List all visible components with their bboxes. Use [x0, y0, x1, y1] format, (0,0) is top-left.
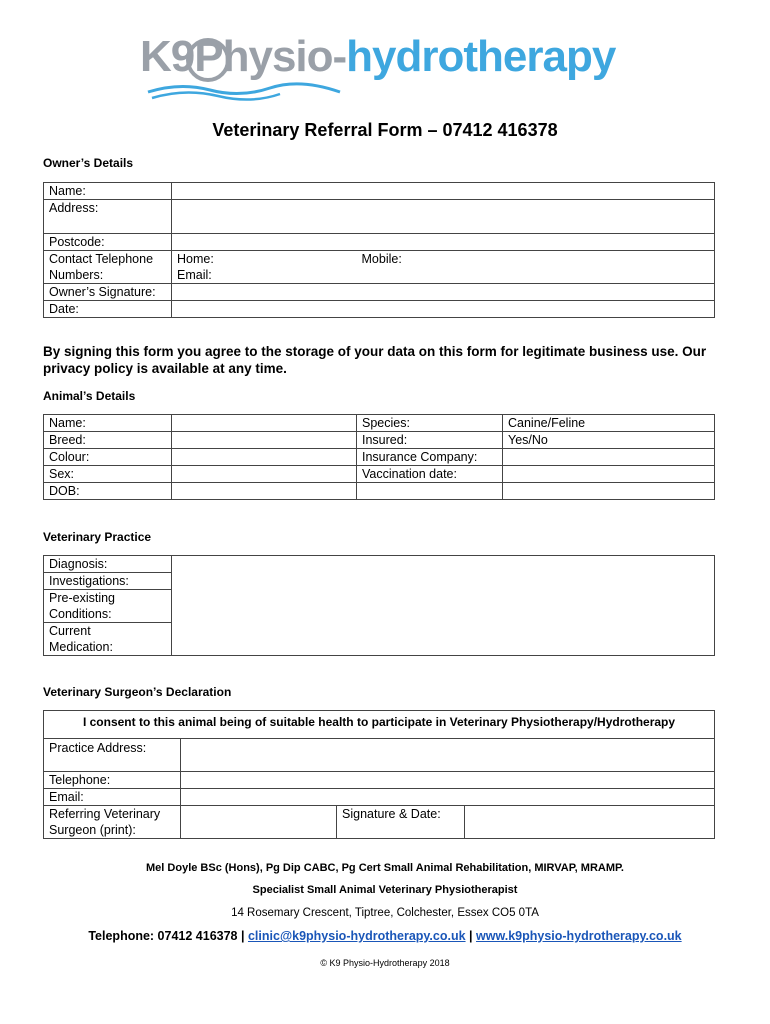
logo-physio: Physio-: [194, 32, 347, 81]
animal-vaccination-field[interactable]: [503, 466, 715, 483]
vet-preexisting-label: Pre-existing Conditions:: [44, 590, 172, 623]
vet-diagnosis-label: Diagnosis:: [44, 556, 172, 573]
owner-date-label: Date:: [44, 301, 172, 318]
logo: [140, 30, 630, 105]
owner-name-field[interactable]: [172, 183, 715, 200]
animal-insurance-label: Insurance Company:: [357, 449, 503, 466]
animal-breed-field[interactable]: [172, 432, 357, 449]
vet-medication-label: Current Medication:: [44, 623, 172, 656]
vet-investigations-label: Investigations:: [44, 573, 172, 590]
owner-heading: Owner’s Details: [43, 156, 134, 170]
logo-hydrotherapy: hydrotherapy: [346, 32, 616, 81]
declaration-consent: I consent to this animal being of suitable health to participate in Veterinary Physiotherapy/Hydrotherapy: [44, 711, 715, 739]
vet-heading: Veterinary Practice: [43, 530, 152, 544]
signature-date-label: Signature & Date:: [337, 806, 465, 839]
footer-copyright: © K9 Physio-Hydrotherapy 2018: [320, 958, 450, 968]
practice-address-field[interactable]: [181, 739, 715, 772]
vet-telephone-field[interactable]: [181, 772, 715, 789]
animal-dob-field[interactable]: [172, 483, 357, 500]
animal-insured-field[interactable]: Yes/No: [503, 432, 715, 449]
owner-postcode-field[interactable]: [172, 234, 715, 251]
animal-species-field[interactable]: Canine/Feline: [503, 415, 715, 432]
animal-sex-label: Sex:: [44, 466, 172, 483]
page-title: Veterinary Referral Form – 07412 416378: [212, 120, 558, 140]
animal-heading: Animal’s Details: [43, 389, 136, 403]
referring-surgeon-label: Referring Veterinary Surgeon (print):: [44, 806, 181, 839]
declaration-heading: Veterinary Surgeon’s Declaration: [43, 685, 232, 699]
footer-website-link[interactable]: www.k9physio-hydrotherapy.co.uk: [476, 929, 682, 943]
consent-notice: By signing this form you agree to the storage of your data on this form for legitimate business use. Our privacy policy is available at any time.: [43, 344, 707, 376]
owner-address-label: Address:: [44, 200, 172, 234]
vet-details-field[interactable]: [172, 556, 715, 656]
footer-email-link[interactable]: clinic@k9physio-hydrotherapy.co.uk: [247, 929, 466, 943]
footer-role: Specialist Small Animal Veterinary Physiotherapist: [252, 884, 518, 896]
owner-date-field[interactable]: [172, 301, 715, 318]
animal-colour-label: Colour:: [44, 449, 172, 466]
logo-k9: K9: [140, 32, 195, 81]
vet-email-field[interactable]: [181, 789, 715, 806]
animal-vaccination-label: Vaccination date:: [357, 466, 503, 483]
footer-credentials: Mel Doyle BSc (Hons), Pg Dip CABC, Pg Cert Small Animal Rehabilitation, MIRVAP, MRAMP.: [146, 862, 624, 874]
vet-telephone-label: Telephone:: [44, 772, 181, 789]
signature-date-field[interactable]: [465, 806, 715, 839]
vet-table: [43, 555, 715, 656]
animal-sex-field[interactable]: [172, 466, 357, 483]
animal-name-field[interactable]: [172, 415, 357, 432]
animal-species-label: Species:: [357, 415, 503, 432]
owner-table: [43, 182, 715, 318]
footer-telephone: Telephone: 07412 416378: [88, 929, 238, 943]
owner-mobile-field[interactable]: Mobile:: [357, 251, 715, 284]
vet-email-label: Email:: [44, 789, 181, 806]
practice-address-label: Practice Address:: [44, 739, 181, 772]
referring-surgeon-field[interactable]: [181, 806, 337, 839]
owner-name-label: Name:: [44, 183, 172, 200]
owner-signature-label: Owner’s Signature:: [44, 284, 172, 301]
animal-name-label: Name:: [44, 415, 172, 432]
owner-address-field[interactable]: [172, 200, 715, 234]
animal-colour-field[interactable]: [172, 449, 357, 466]
footer-address: 14 Rosemary Crescent, Tiptree, Colchester, Essex CO5 0TA: [231, 907, 539, 919]
declaration-table: [43, 710, 715, 839]
owner-home-email-field[interactable]: Home: Email:: [172, 251, 357, 284]
animal-insured-label: Insured:: [357, 432, 503, 449]
owner-signature-field[interactable]: [172, 284, 715, 301]
animal-dob-label: DOB:: [44, 483, 172, 500]
animal-table: [43, 414, 715, 500]
owner-postcode-label: Postcode:: [44, 234, 172, 251]
animal-breed-label: Breed:: [44, 432, 172, 449]
owner-contact-label: Contact Telephone Numbers:: [44, 251, 172, 284]
animal-insurance-field[interactable]: [503, 449, 715, 466]
footer-contact: Telephone: 07412 416378 | clinic@k9physio-hydrotherapy.co.uk | www.k9physio-hydrotherapy.co.uk: [88, 929, 682, 943]
